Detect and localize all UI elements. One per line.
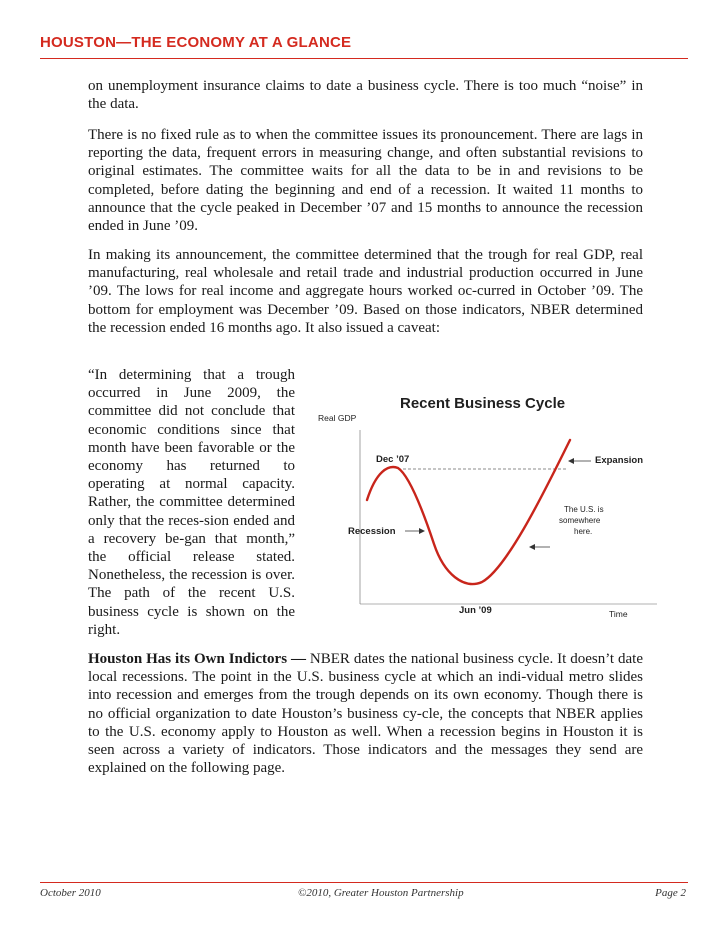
chart-title: Recent Business Cycle xyxy=(400,395,566,412)
peak-label: Dec ’07 xyxy=(376,454,410,465)
header-divider xyxy=(40,58,688,59)
chart-y-axis-label: Real GDP xyxy=(318,413,357,423)
footer-date: October 2010 xyxy=(40,887,101,899)
us-position-arrow-head xyxy=(529,544,535,550)
paragraph-houston-indicators xyxy=(88,650,643,777)
paragraph-houston-indicators-lead: Houston Has its Own Indictors — xyxy=(88,651,306,667)
recession-arrow-head xyxy=(419,528,425,534)
us-position-line-2: somewhere xyxy=(559,516,601,525)
expansion-label: Expansion xyxy=(595,455,644,466)
paragraph-committee-announcement: In making its announcement, the committee determined that the trough for real GDP, real manufacturing, real wholesale and retail trade and industrial production occurred in June ’09. The lows for real income and aggregate hours worked oc-curred in October ’09. The bottom for employment was December ’09. Based on those indicators, NBER determined the recession ended 16 months ago. It also issued a caveat: xyxy=(88,247,643,336)
paragraph-houston-indicators-body: NBER dates the national business cycle. It doesn’t date local recessions. The point in the U.S. business cycle at which an indi-vidual metro slides into recession and emerges from the trough depends on its own economy. Though there is no official organization to date Houston’s business cy-cle, the concepts that NBER applies to the U.S. economy apply to Houston as well. When a recession begins in Houston it is seen across a variety of indicators. Those indicators and the messages they send are explained on the following page. xyxy=(88,651,643,777)
business-cycle-chart xyxy=(312,376,662,626)
chart-x-axis-label: Time xyxy=(609,609,628,619)
trough-label: Jun ’09 xyxy=(459,605,492,616)
us-position-line-3: here. xyxy=(574,527,593,536)
paragraph-caveat-quote: “In determining that a trough occurred in June 2009, the committee did not conclude that economic conditions since that month have been favorable or the economy has returned to operating at normal capacity. Rather, the committee determined only that the reces-sion ended and a recovery be-gan that month,” the official release stated. Nonetheless, the recession is over. The path of the recent U.S. business cycle is shown on the right. xyxy=(88,367,295,638)
paragraph-no-fixed-rule: There is no fixed rule as to when the committee issues its pronouncement. There are lags in reporting the data, frequent errors in measuring change, and often substantial revisions to original estimates. The committee waits for all the data to be in and revisions to be completed, before dating the beginning and end of a recession. It waited 11 months to announce that the cycle peaked in December ’07 and 15 months to announce the recession ended in June ’09. xyxy=(88,127,643,235)
page-header-title: HOUSTON—THE ECONOMY AT A GLANCE xyxy=(40,34,352,51)
expansion-arrow-head xyxy=(568,458,574,464)
footer-page-number: Page 2 xyxy=(655,887,686,899)
paragraph-unemployment-claims: on unemployment insurance claims to date a business cycle. There is too much “noise” in the data. xyxy=(88,78,643,113)
business-cycle-chart-svg xyxy=(312,376,662,626)
recession-label: Recession xyxy=(348,526,396,537)
footer-divider xyxy=(40,882,688,883)
footer-copyright: ©2010, Greater Houston Partnership xyxy=(298,887,464,899)
us-position-line-1: The U.S. is xyxy=(564,505,604,514)
